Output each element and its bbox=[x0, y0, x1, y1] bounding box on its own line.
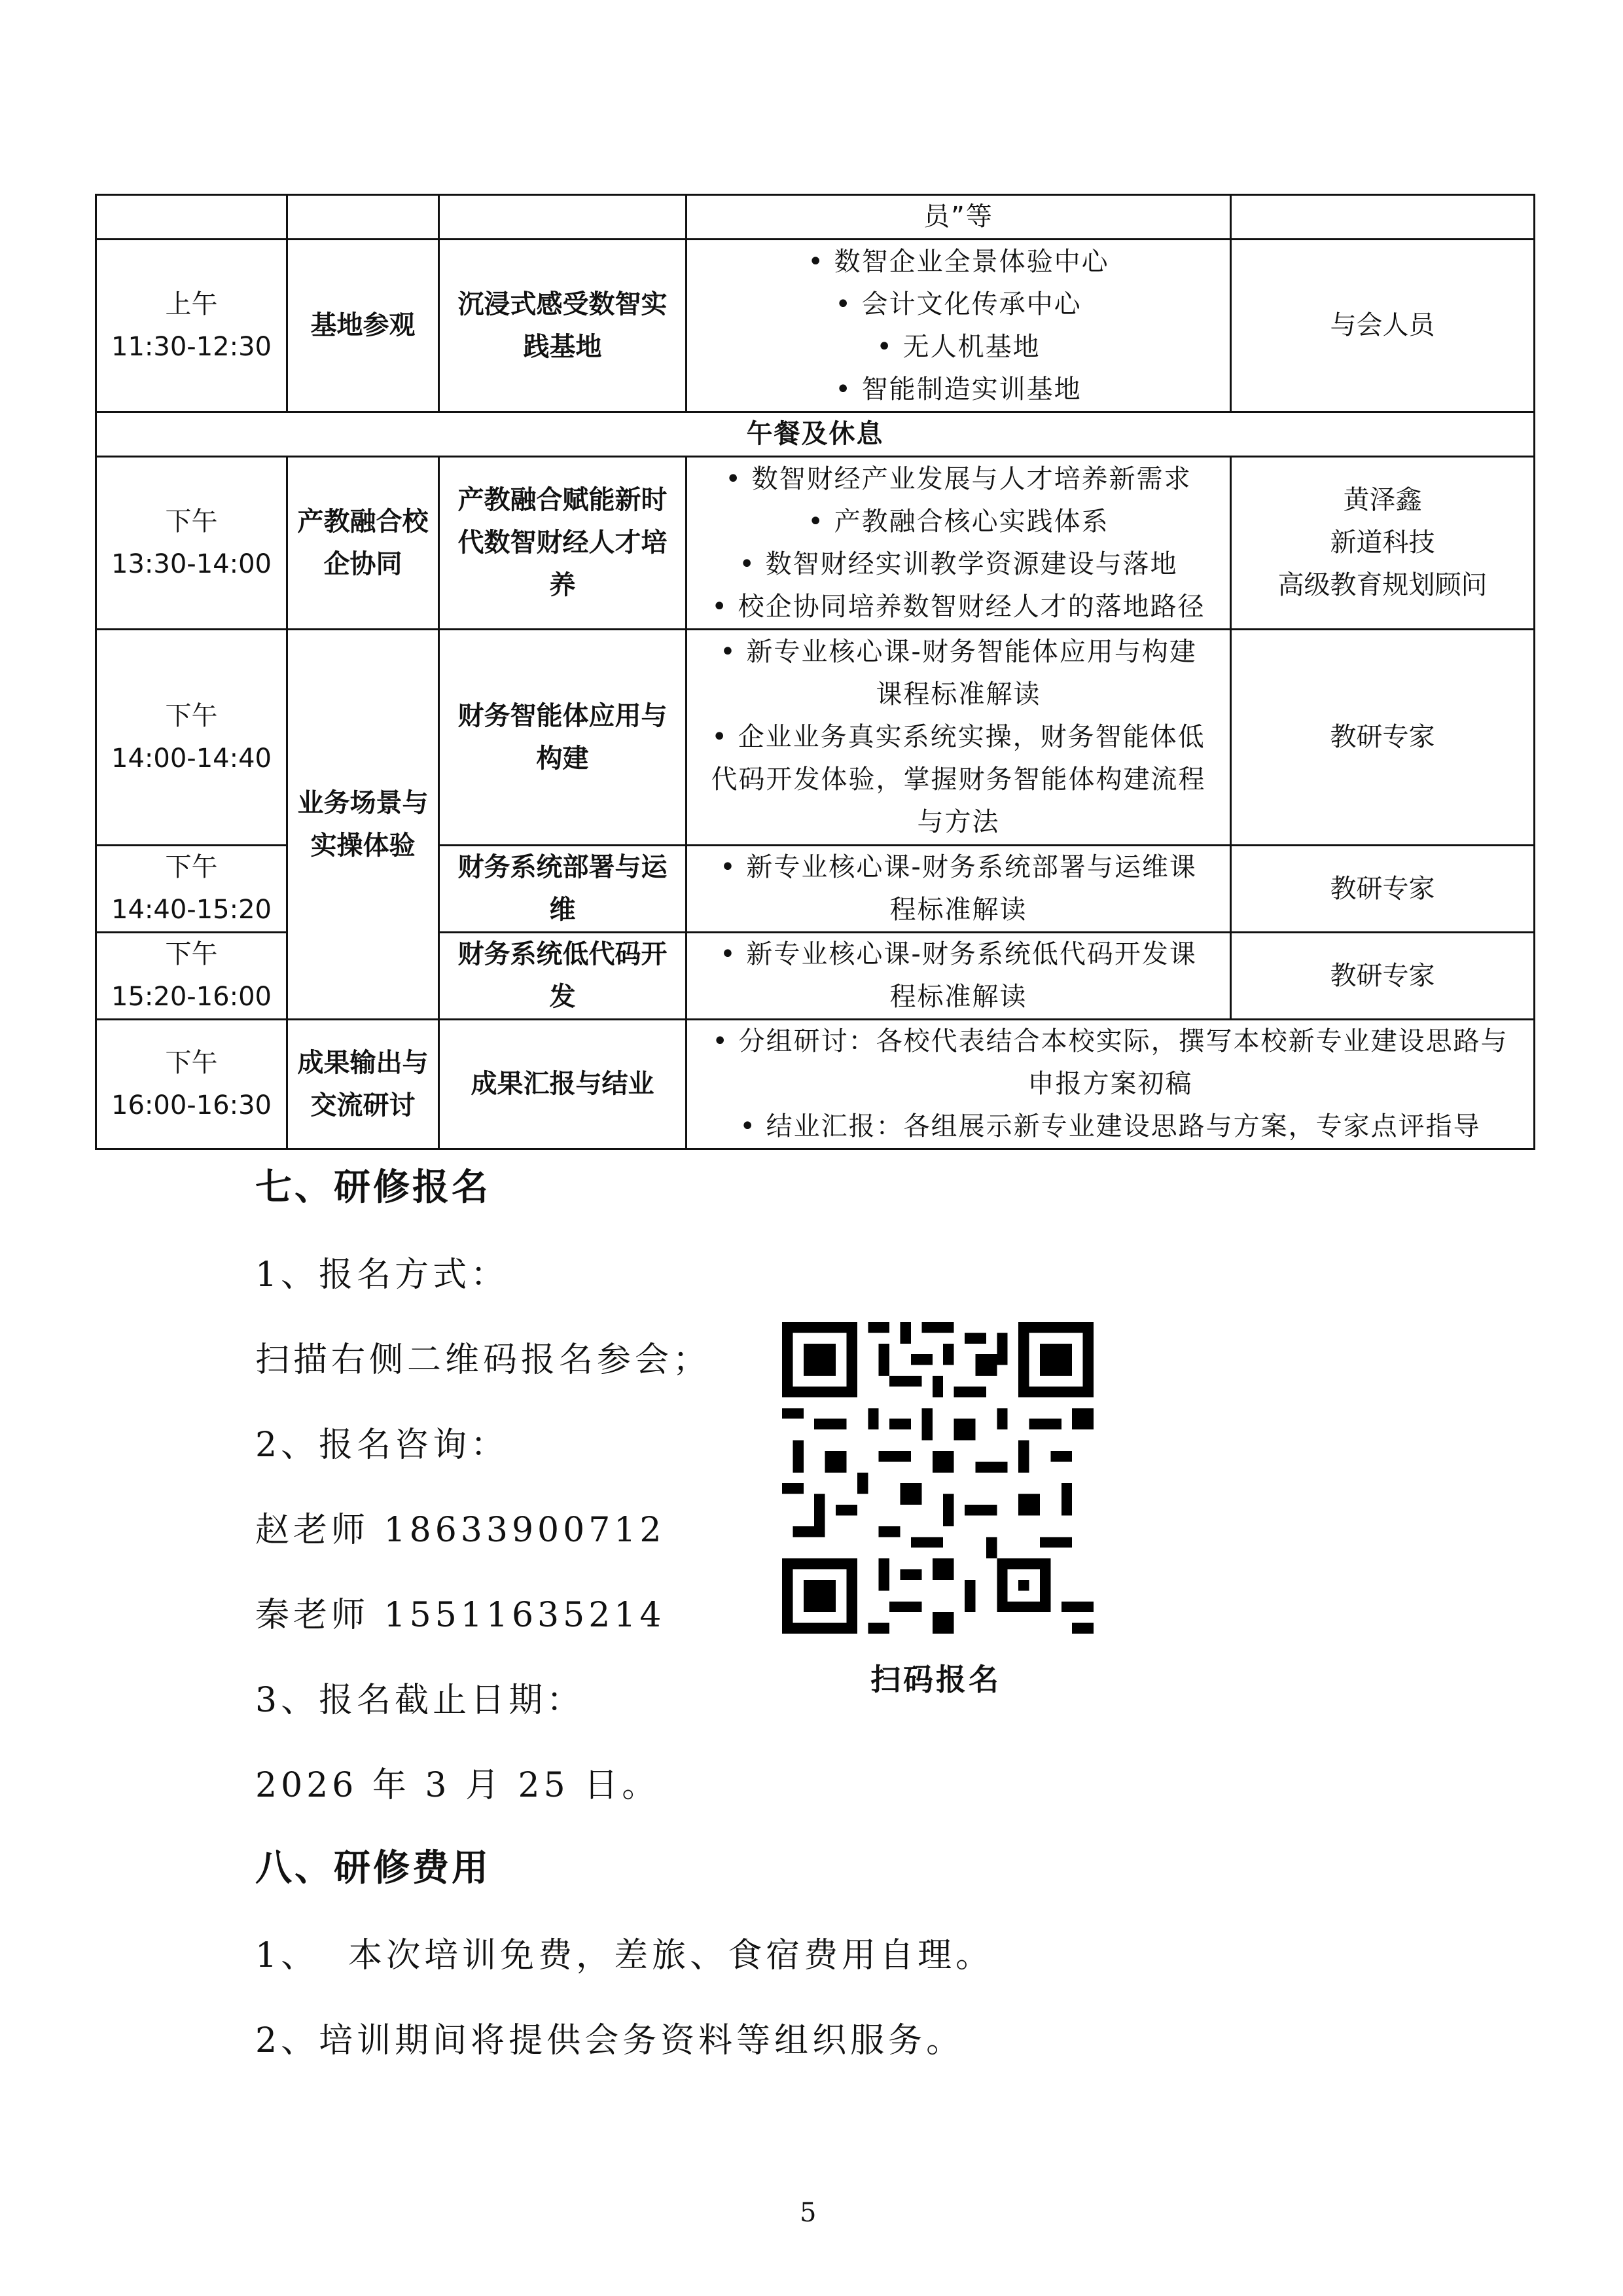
speaker-cell: 与会人员 bbox=[1231, 240, 1535, 412]
content-cell: • 新专业核心课-财务系统低代码开发课 程标准解读 bbox=[687, 933, 1231, 1020]
signup-consult-label: 2、报名咨询： bbox=[255, 1426, 509, 1465]
qr-caption: 扫码报名 bbox=[870, 1662, 1001, 1697]
time-cell: 下午 14:40-15:20 bbox=[96, 846, 287, 933]
lunch-break-cell: 午餐及休息 bbox=[96, 412, 1535, 457]
speaker-cell: 教研专家 bbox=[1231, 846, 1535, 933]
module-cell: 基地参观 bbox=[287, 240, 439, 412]
deadline-date: 2026 年 3 月 25 日。 bbox=[255, 1766, 660, 1805]
content-cell: • 分组研讨：各校代表结合本校实际，撰写本校新专业建设思路与 申报方案初稿 • 结业汇报：各组展示新专业建设思路与方案，专家点评指导 bbox=[687, 1020, 1535, 1149]
time-cell: 下午 16:00-16:30 bbox=[96, 1020, 287, 1149]
signup-method-text: 扫描右侧二维码报名参会； bbox=[255, 1340, 711, 1380]
table-row bbox=[96, 457, 1535, 630]
page-number: 5 bbox=[800, 2198, 817, 2228]
time-cell: 下午 13:30-14:00 bbox=[96, 457, 287, 630]
topic-cell: 财务系统部署与运维 bbox=[439, 846, 687, 933]
contact-2: 秦老师 15511635214 bbox=[255, 1596, 666, 1635]
fee-item-1: 1、 本次培训免费，差旅、食宿费用自理。 bbox=[255, 1936, 994, 1975]
content-cell: 员”等 bbox=[687, 195, 1231, 240]
signup-method-label: 1、报名方式： bbox=[255, 1255, 509, 1295]
table-row bbox=[96, 412, 1535, 457]
contact-1: 赵老师 18633900712 bbox=[255, 1511, 666, 1550]
module-cell: 业务场景与实操体验 bbox=[287, 630, 439, 1020]
qr-code-image[interactable] bbox=[782, 1322, 1094, 1634]
topic-cell: 产教融合赋能新时代数智财经人才培养 bbox=[439, 457, 687, 630]
topic-cell: 沉浸式感受数智实践基地 bbox=[439, 240, 687, 412]
time-cell: 下午 15:20-16:00 bbox=[96, 933, 287, 1020]
section-8-heading: 八、研修费用 bbox=[255, 1847, 491, 1890]
content-cell: • 数智财经产业发展与人才培养新需求 • 产教融合核心实践体系 • 数智财经实训教学资源建设与落地 • 校企协同培养数智财经人才的落地路径 bbox=[687, 457, 1231, 630]
speaker-cell: 教研专家 bbox=[1231, 933, 1535, 1020]
section-7-heading: 七、研修报名 bbox=[255, 1166, 491, 1209]
table-row bbox=[96, 630, 1535, 846]
deadline-label: 3、报名截止日期： bbox=[255, 1681, 585, 1720]
time-cell: 下午 14:00-14:40 bbox=[96, 630, 287, 846]
table-row bbox=[96, 240, 1535, 412]
speaker-cell: 黄泽鑫 新道科技 高级教育规划顾问 bbox=[1231, 457, 1535, 630]
module-cell: 产教融合校企协同 bbox=[287, 457, 439, 630]
content-cell: • 数智企业全景体验中心 • 会计文化传承中心 • 无人机基地 • 智能制造实训基地 bbox=[687, 240, 1231, 412]
topic-cell: 成果汇报与结业 bbox=[439, 1020, 687, 1149]
table-row bbox=[96, 1020, 1535, 1149]
topic-cell: 财务智能体应用与构建 bbox=[439, 630, 687, 846]
content-cell: • 新专业核心课-财务系统部署与运维课 程标准解读 bbox=[687, 846, 1231, 933]
topic-cell: 财务系统低代码开发 bbox=[439, 933, 687, 1020]
time-cell: 上午 11:30-12:30 bbox=[96, 240, 287, 412]
module-cell: 成果输出与交流研讨 bbox=[287, 1020, 439, 1149]
fee-item-2: 2、培训期间将提供会务资料等组织服务。 bbox=[255, 2021, 965, 2060]
speaker-cell: 教研专家 bbox=[1231, 630, 1535, 846]
schedule-table bbox=[95, 194, 1535, 1150]
content-cell: • 新专业核心课-财务智能体应用与构建 课程标准解读 • 企业业务真实系统实操，财务智能体低 代码开发体验，掌握财务智能体构建流程 与方法 bbox=[687, 630, 1231, 846]
table-row bbox=[96, 195, 1535, 240]
